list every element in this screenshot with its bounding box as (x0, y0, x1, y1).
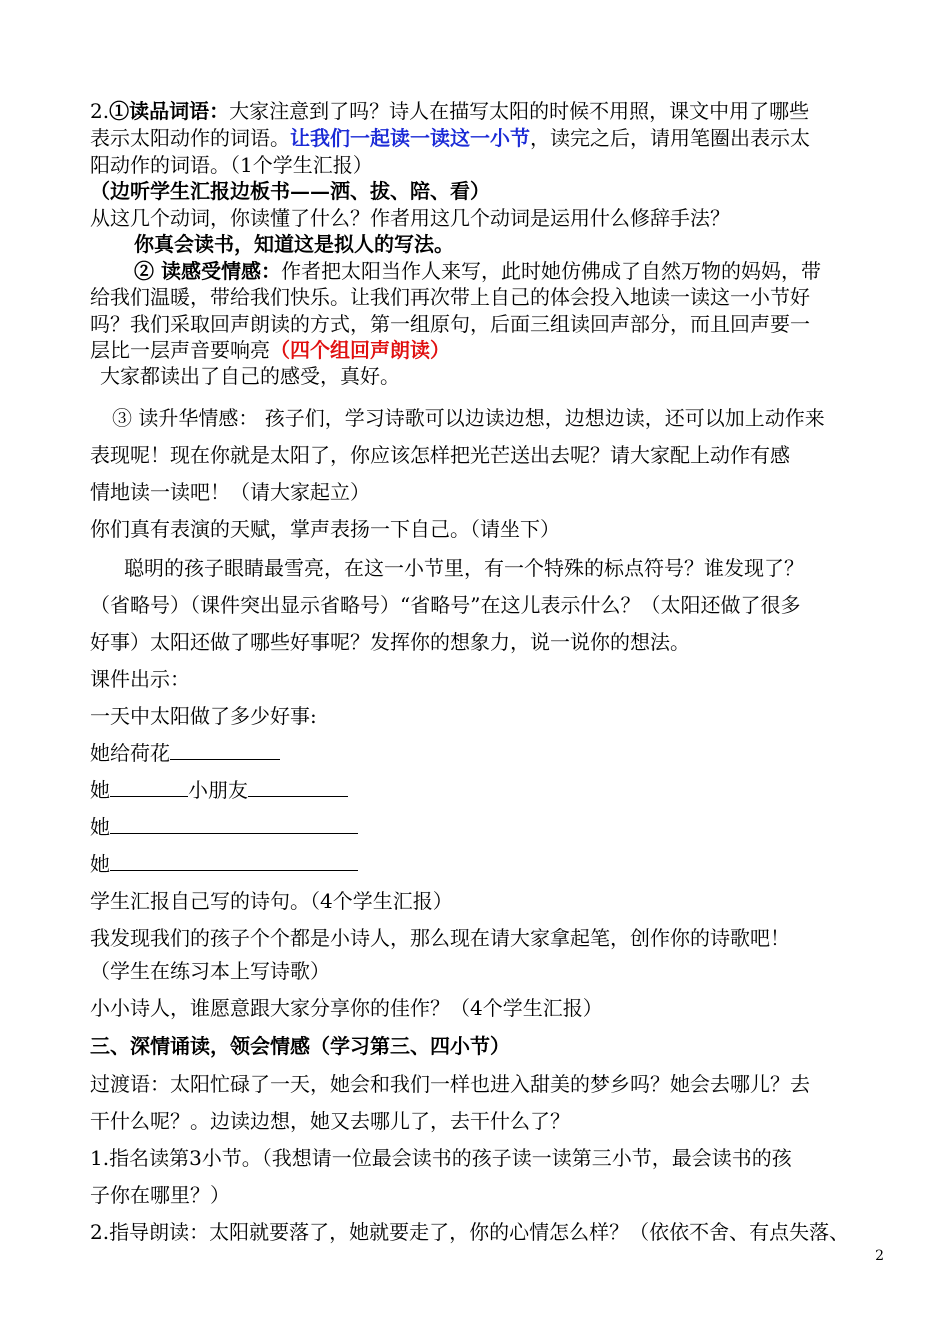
answer-blank (110, 778, 188, 797)
paragraph-text: 大家注意到了吗？诗人在描写太阳的时候不用照，课文中用了哪些 (229, 99, 810, 123)
paragraph-text: 她 (90, 852, 110, 876)
text-line (90, 125, 810, 151)
text-line (100, 363, 400, 389)
paragraph-text: 课件出示： (90, 667, 190, 691)
paragraph-text: 一天中太阳做了多少好事: (90, 704, 317, 728)
section-heading: 三、深情诵读，领会情感（学习第三、四小节） (90, 1034, 510, 1058)
board-note: （边听学生汇报边板书——洒、拔、陪、看） (90, 179, 490, 203)
blue-highlight-text: 让我们一起读一读这一小节 (290, 126, 530, 150)
text-line (90, 205, 730, 231)
paragraph-text: 她 (90, 778, 110, 802)
text-line (90, 1219, 849, 1245)
praise-text: 你真会读书，知道这是拟人的写法。 (134, 232, 454, 256)
text-line (90, 925, 790, 951)
text-line (90, 666, 190, 692)
paragraph-text: 吗？我们采取回声朗读的方式，第一组原句，后面三组读回声部分，而且回声要一 (90, 312, 810, 336)
paragraph-text: 我发现我们的孩子个个都是小诗人，那么现在请大家拿起笔，创作你的诗歌吧！ (90, 926, 790, 950)
page-number: 2 (875, 1248, 884, 1264)
text-line (90, 284, 810, 310)
text-line (90, 629, 690, 655)
paragraph-text: 小朋友 (188, 778, 248, 802)
paragraph-text: 你们真有表演的天赋，掌声表扬一下自己。（请坐下） (90, 517, 560, 541)
fill-in-line (90, 740, 280, 766)
text-line (90, 703, 317, 729)
paragraph-text: 她 (90, 815, 110, 839)
paragraph-text: 干什么呢？。边读边想，她又去哪儿了，去干什么了？ (90, 1109, 570, 1133)
text-line (90, 888, 453, 914)
paragraph-text: ，读完之后，请用笔圈出表示太 (530, 126, 810, 150)
section-heading: ② 读感受情感： (134, 259, 281, 283)
text-line (112, 405, 825, 431)
paragraph-text: 阳动作的词语。（1个学生汇报） (90, 153, 373, 177)
answer-blank (248, 778, 348, 797)
text-line (90, 337, 450, 363)
circled-number: ① (109, 99, 130, 123)
text-line (90, 442, 790, 468)
paragraph-text: 过渡语：太阳忙碌了一天，她会和我们一样也进入甜美的梦乡吗？她会去哪儿？去 (90, 1072, 810, 1096)
text-line (90, 1071, 810, 1097)
paragraph-text: 学生汇报自己写的诗句。（4个学生汇报） (90, 889, 453, 913)
text-line (90, 1145, 792, 1171)
text-line (90, 958, 330, 984)
fill-in-line (90, 814, 358, 840)
text-line (90, 311, 810, 337)
text-line (90, 1182, 230, 1208)
fill-in-line (90, 777, 348, 803)
text-line (90, 995, 603, 1021)
paragraph-text: 作者把太阳当作人来写，此时她仿佛成了自然万物的妈妈，带 (280, 259, 821, 283)
paragraph-text: ③ 读升华情感： 孩子们，学习诗歌可以边读边想，边想边读，还可以加上动作来 (112, 406, 825, 430)
paragraph-text: 表现呢！现在你就是太阳了，你应该怎样把光芒送出去呢？请大家配上动作有感 (90, 443, 790, 467)
text-line (134, 258, 821, 284)
section-heading: 读品词语： (129, 99, 230, 123)
text-line (90, 479, 370, 505)
paragraph-text: 大家都读出了自己的感受，真好。 (100, 364, 400, 388)
paragraph-text: 情地读一读吧！（请大家起立） (90, 480, 370, 504)
paragraph-text: 从这几个动词，你读懂了什么？作者用这几个动词是运用什么修辞手法？ (90, 206, 730, 230)
text-line (124, 555, 804, 581)
text-line (134, 231, 454, 257)
text-line (90, 178, 490, 204)
text-line (90, 152, 373, 178)
answer-blank (110, 852, 358, 871)
paragraph-text: 给我们温暖，带给我们快乐。让我们再次带上自己的体会投入地读一读这一小节好 (90, 285, 810, 309)
paragraph-text: 好事）太阳还做了哪些好事呢？发挥你的想象力，说一说你的想法。 (90, 630, 690, 654)
text-line (90, 1108, 570, 1134)
paragraph-text: 小小诗人，谁愿意跟大家分享你的佳作？（4个学生汇报） (90, 996, 603, 1020)
text-line (90, 592, 800, 618)
paragraph-text: 层比一层声音要响亮 (90, 338, 270, 362)
text-line (90, 1033, 510, 1059)
paragraph-text: 2.指导朗读：太阳就要落了，她就要走了，你的心情怎么样？（依依不舍、有点失落、 (90, 1220, 850, 1244)
paragraph-text: 1.指名读第3小节。（我想请一位最会读书的孩子读一读第三小节，最会读书的孩 (90, 1146, 792, 1170)
list-number: 2. (90, 99, 110, 123)
answer-blank (110, 815, 358, 834)
paragraph-text: 她给荷花 (90, 741, 170, 765)
answer-blank (170, 741, 280, 760)
fill-in-line (90, 851, 358, 877)
paragraph-text: 聪明的孩子眼睛最雪亮，在这一小节里，有一个特殊的标点符号？谁发现了？ (124, 556, 804, 580)
paragraph-text: 子你在哪里？） (90, 1183, 230, 1207)
paragraph-text: 表示太阳动作的词语。 (90, 126, 290, 150)
text-line (90, 516, 560, 542)
paragraph-text: （学生在练习本上写诗歌） (90, 959, 330, 983)
text-line (90, 98, 809, 124)
paragraph-text: （省略号）（课件突出显示省略号）“省略号”在这儿表示什么？（太阳还做了很多 (90, 593, 801, 617)
red-highlight-text: （四个组回声朗读） (270, 338, 450, 362)
